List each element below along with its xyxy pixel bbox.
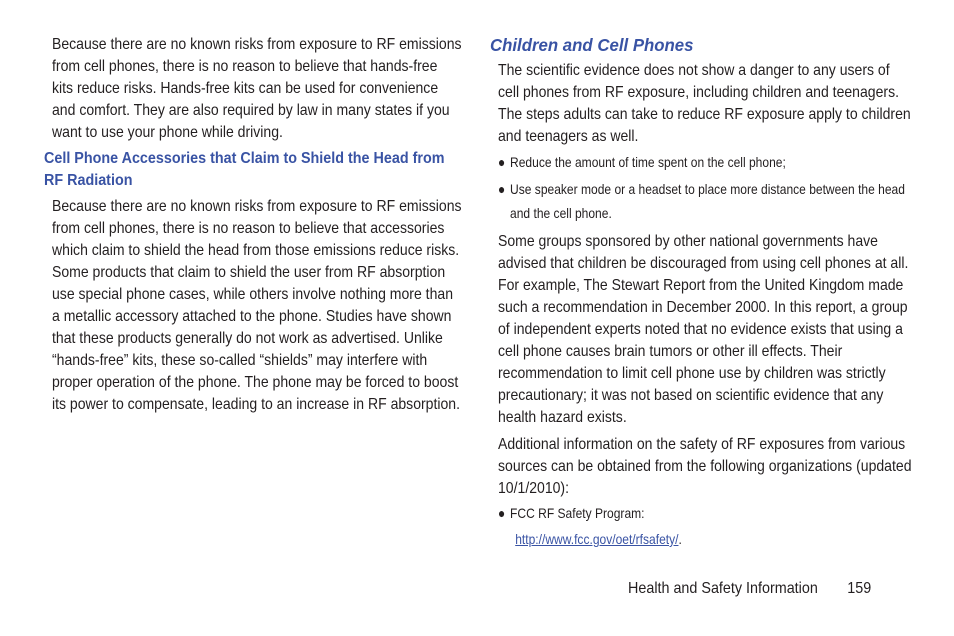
additional-info-paragraph: Additional information on the safety of RF exposures from various sources can be obtained from the following organizations (updated 10/1/2010): [498, 436, 912, 497]
bullet-icon: ● [498, 154, 506, 170]
governments-paragraph: Some groups sponsored by other national governments have advised that children be discouraged from using cell phones at all. For example, The Stewart Report from the United Kingdom made such a recommendation in December 2000. In this report, a group of independent experts noted that no evidence exists that using a cell phone causes brain tumors or other ill effects. Their recommendation to limit cell phone use by children was strictly precautionary; it was not based on scientific evidence that any health hazard exists. [498, 233, 909, 426]
bullet-icon: ● [498, 505, 506, 521]
bullet-icon: ● [498, 181, 506, 197]
list-item: ● Use speaker mode or a headset to place more distance between the head and the cell phone. [498, 177, 914, 225]
page-number: 159 [847, 580, 872, 597]
footer-section-title: Health and Safety Information [628, 580, 818, 597]
page-footer [628, 578, 871, 600]
link-line: http://www.fcc.gov/oet/rfsafety/. [515, 531, 682, 547]
organizations-list [490, 501, 900, 551]
shield-paragraph: Because there are no known risks from exposure to RF emissions from cell phones, there is no reason to believe that accessories which claim to shield the head from those emissions reduce risks. Some products that claim to shield the user from RF absorption use special phone cases, while others involve nothing more than a metallic accessory attached to the phone. Studies have shown that these products generally do not work as advertised. Unlike “hands-free” kits, these so-called “shields” may interfere with proper operation of the phone. The phone may be forced to boost its power to compensate, leading to an increase in RF absorption. [52, 198, 462, 413]
right-column [490, 34, 912, 551]
children-paragraph: The scientific evidence does not show a danger to any users of cell phones from RF exposure, including children and teenagers. The steps adults can take to reduce RF exposure apply to children and teenagers as well. [498, 62, 911, 145]
hands-free-paragraph: Because there are no known risks from exposure to RF emissions from cell phones, there is no reason to believe that hands-free kits reduce risks. Hands-free kits can be used for convenience and comfort. They are also required by law in many states if you want to use your phone while driving. [52, 36, 462, 141]
left-column [44, 34, 462, 416]
fcc-rf-safety-link[interactable]: http://www.fcc.gov/oet/rfsafety/ [515, 531, 679, 547]
accessories-subheading: Cell Phone Accessories that Claim to Shield the Head from RF Radiation [44, 150, 445, 189]
reduce-exposure-list [490, 150, 905, 225]
list-item: ● Reduce the amount of time spent on the cell phone; [498, 150, 914, 174]
list-item: ● FCC RF Safety Program: [498, 501, 914, 525]
children-heading: Children and Cell Phones [490, 35, 694, 55]
